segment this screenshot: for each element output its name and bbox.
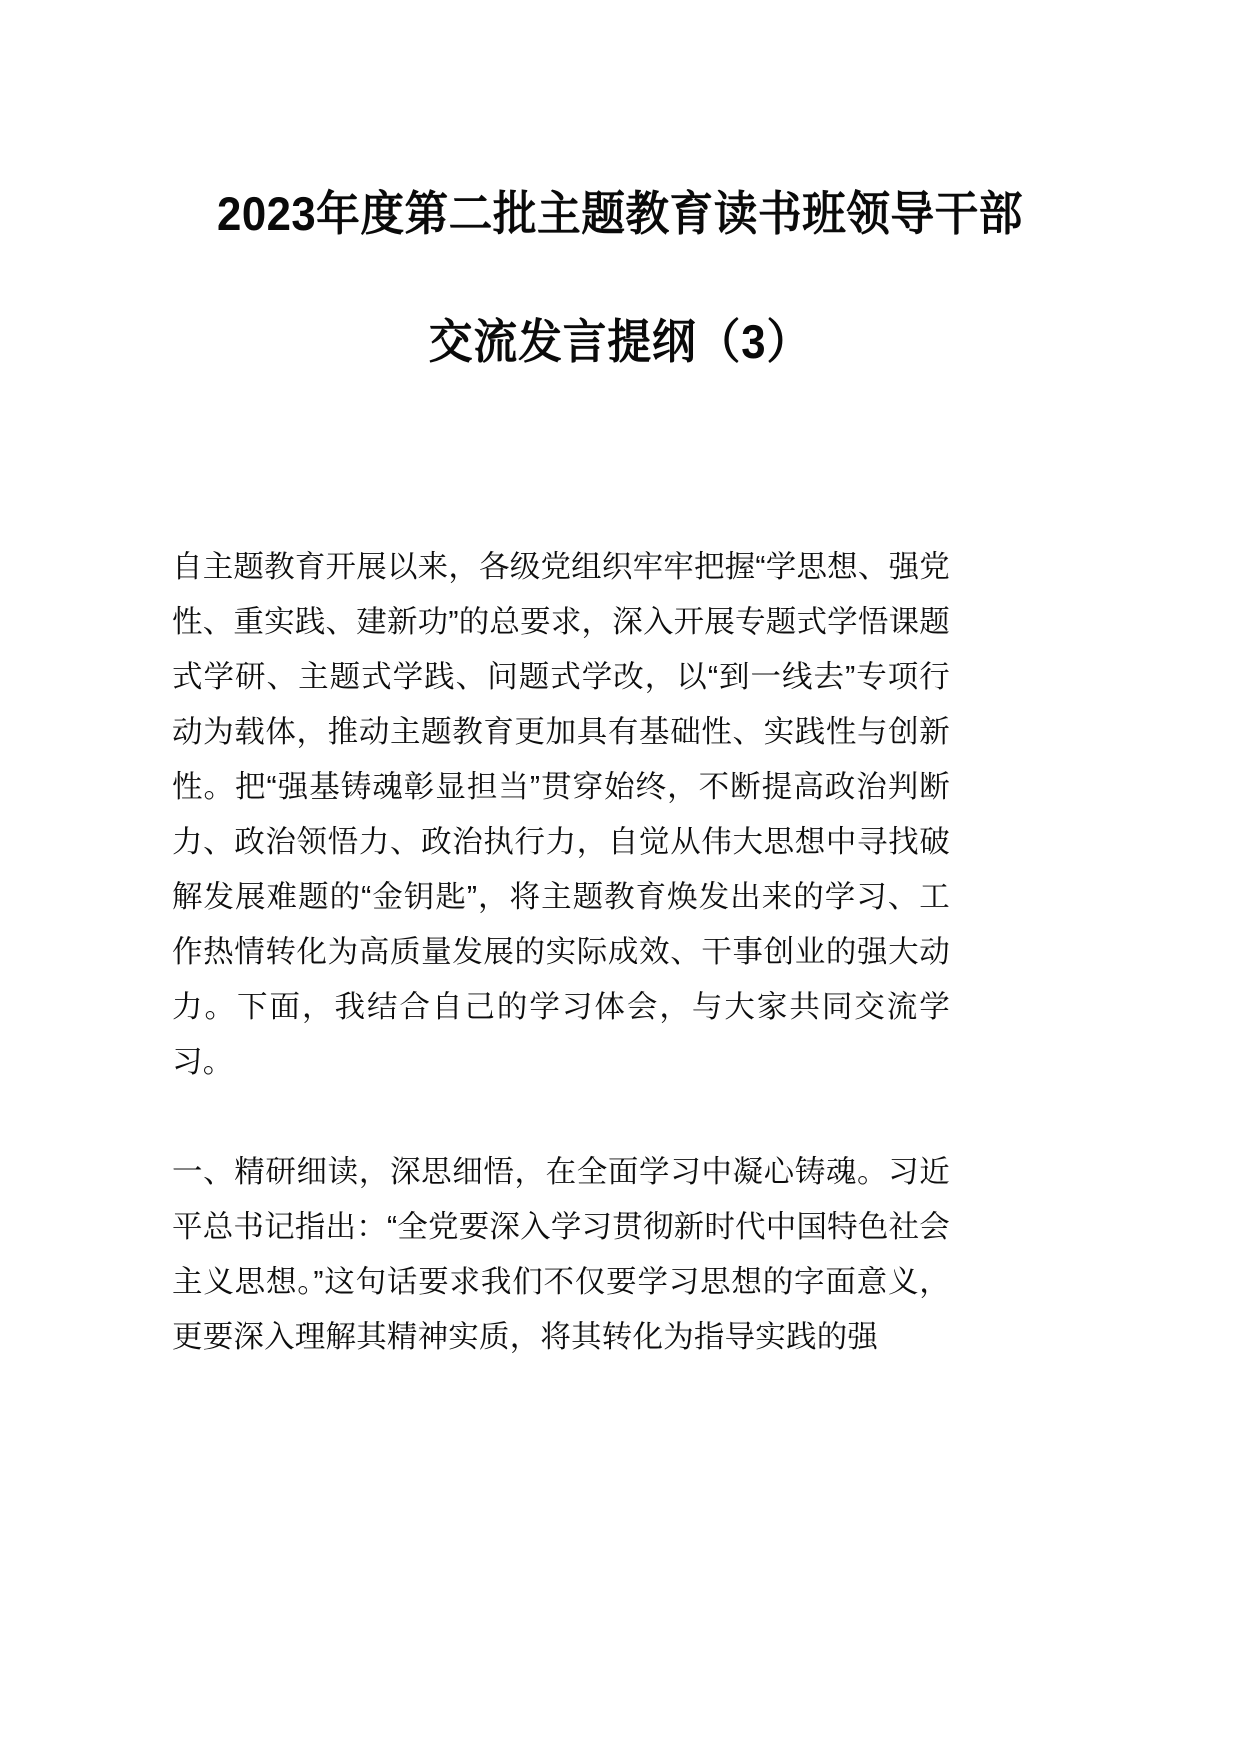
body-paragraph-1: 自主题教育开展以来，各级党组织牢牢把握“学思想、强党性、重实践、建新功”的总要求，深入开展专题式学悟课题式学研、主题式学践、问题式学改，以“到一线去”专项行动为载体，推动主题教育更加具有基础性、实践性与创新性。把“强基铸魂彰显担当”贯穿始终，不断提高政治判断力、政治领悟力、政治执行力，自觉从伟大思想中寻找破解发展难题的“金钥匙”，将主题教育焕发出来的学习、工作热情转化为高质量发展的实际成效、干事创业的强大动力。下面，我结合自己的学习体会，与大家共同交流学习。 — [172, 550, 950, 1079]
body-paragraph-2: 一、精研细读，深思细悟，在全面学习中凝心铸魂。习近平总书记指出：“全党要深入学习贯彻新时代中国特色社会主义思想。”这句话要求我们不仅要学习思想的字面意义，更要深入理解其精神实质，将其转化为指导实践的强 — [172, 1155, 950, 1354]
document-body — [172, 540, 950, 1365]
title-line-2: 交流发言提纲（3） — [428, 315, 812, 368]
title-line-1: 2023年度第二批主题教育读书班领导干部 — [217, 187, 1023, 240]
page-title — [0, 150, 1240, 406]
